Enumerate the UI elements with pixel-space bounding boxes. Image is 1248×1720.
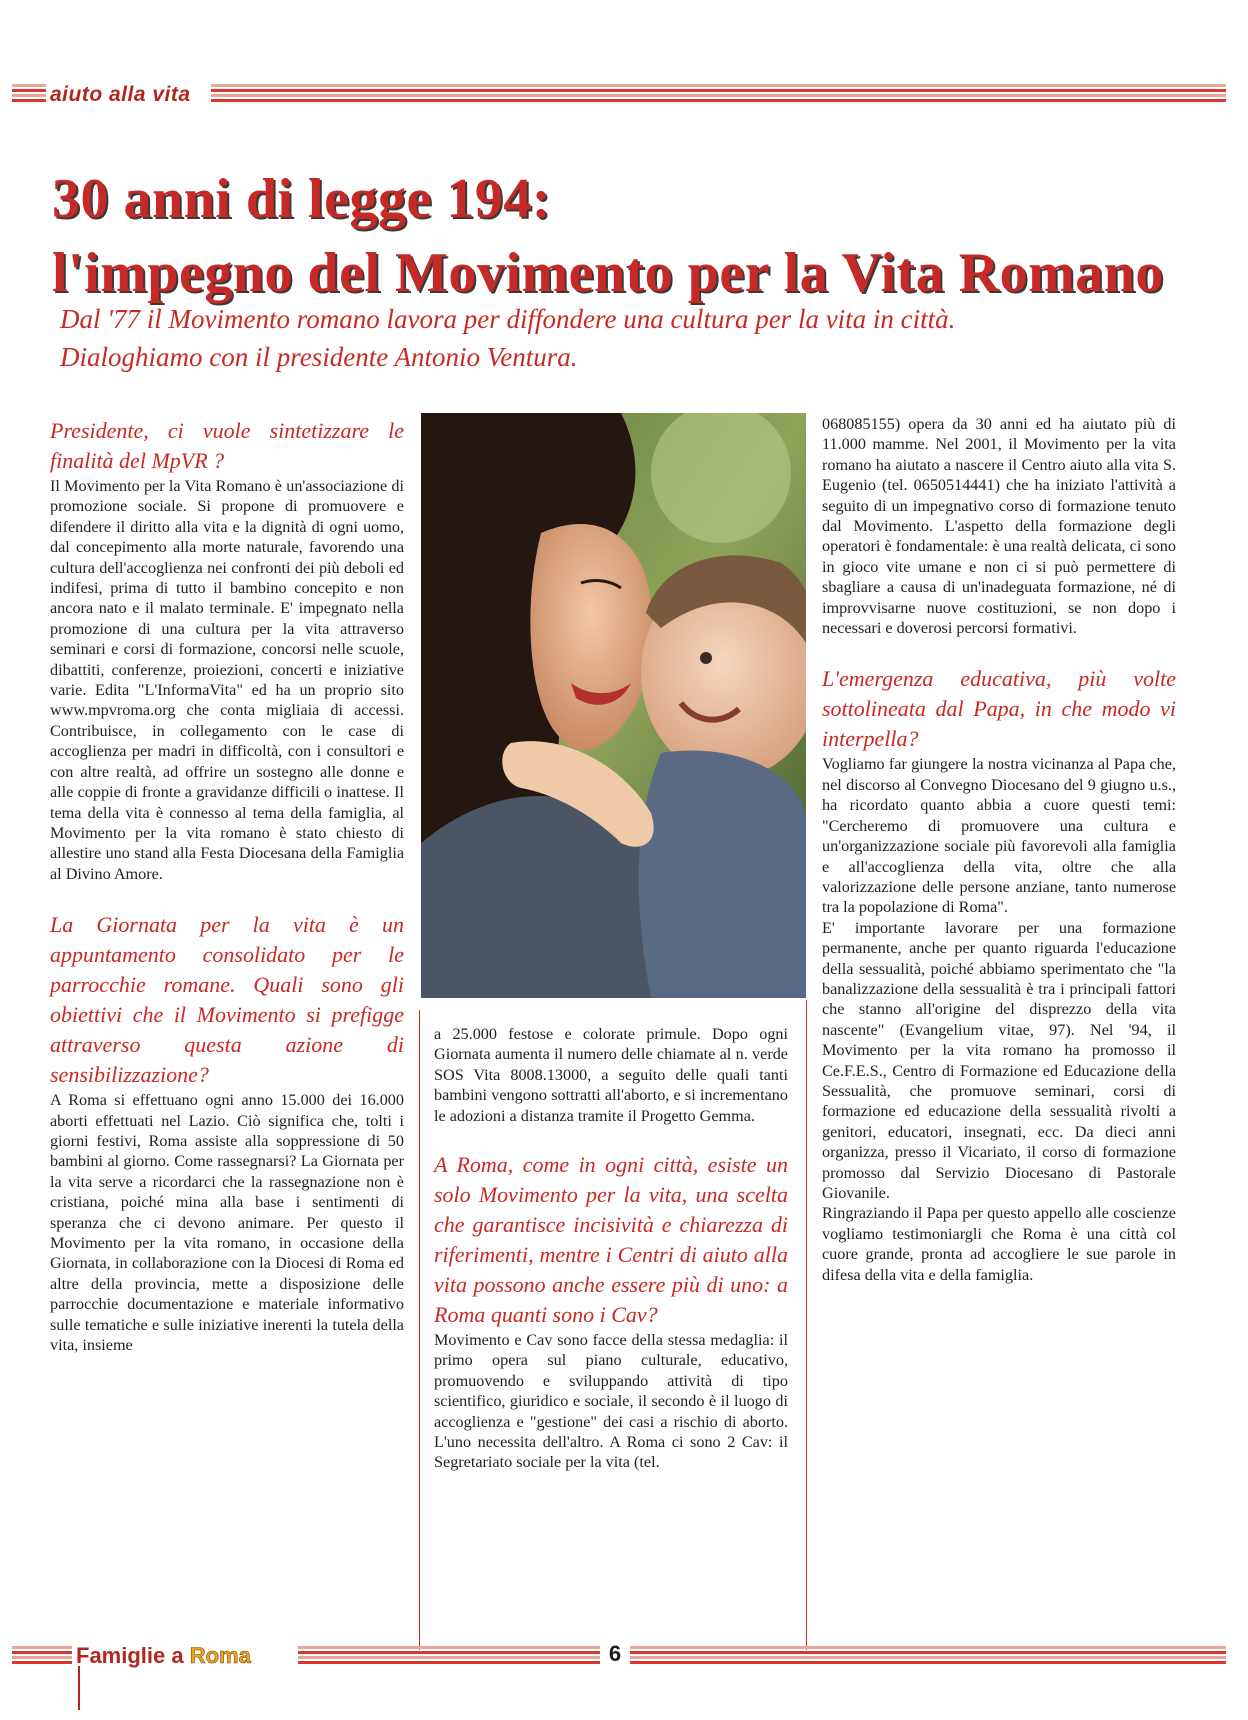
title-line-1: 30 anni di legge 194:: [52, 168, 551, 230]
subtitle-line-2: Dialoghiamo con il presidente Antonio Ventura.: [60, 342, 578, 372]
title-line-2: l'impegno del Movimento per la Vita Romano: [52, 242, 1164, 304]
answer-4-paragraph-1: Vogliamo far giungere la nostra vicinanza al Papa che, nel discorso al Convegno Diocesano del 9 giugno u.s., ha ricordato quanto abbia a cuore questi temi: "Cercheremo di promuovere una cultura e un'organizzazione sociale più favorevoli alla famiglia e all'accoglienza della vita, oltre che alla valorizzazione delle persone anziane, tanto numerose tra la popolazione di Roma".: [822, 755, 1176, 917]
brand-part-1: Famiglie a: [76, 1643, 184, 1668]
article-title: [52, 162, 1202, 310]
section-tag: aiuto alla vita: [50, 83, 191, 106]
mother-child-photo: [421, 413, 806, 998]
answer-3-continued: 068085155) opera da 30 anni ed ha aiutato più di 11.000 mamme. Nel 2001, il Movimento per la vita romano ha aiutato a nascere il Centro aiuto alla vita S. Eugenio (tel. 0650514441) che ha iniziato l'attività a seguito di un impegnativo corso di formazione tenuto dal Movimento. L'aspetto della formazione degli operatori è fondamentale: è una realtà delicata, ci sono in gioco vite umane e non ci si può permettere di sbagliare a causa di un'inadeguata formazione, né di improvvisarne nuove costituzioni, se non dopo i necessari e doverosi percorsi formativi.: [822, 415, 1176, 638]
photo-illustration: [421, 413, 806, 998]
brand-part-2: Roma: [189, 1643, 251, 1668]
page-number: 6: [600, 1641, 630, 1667]
magazine-brand: [76, 1643, 251, 1669]
column-2: [434, 1024, 788, 1473]
article-subtitle: [60, 300, 1210, 376]
question-3: A Roma, come in ogni città, esiste un solo Movimento per la vita, una scelta che garantisce incisività e chiarezza di riferimenti, mentre i Centri di aiuto alla vita possono anche essere più di uno: a Roma quanti sono i Cav?: [434, 1152, 788, 1328]
subtitle-line-1: Dal '77 il Movimento romano lavora per diffondere una cultura per la vita in città.: [60, 304, 956, 334]
question-2: La Giornata per la vita è un appuntamento consolidato per le parrocchie romane. Quali sono gli obiettivi che il Movimento si prefigge attraverso questa azione di sensibilizzazione?: [50, 912, 404, 1088]
answer-1: Il Movimento per la Vita Romano è un'associazione di promozione sociale. Si propone di promuovere e difendere il diritto alla vita e la dignità di ogni uomo, dal concepimento alla morte naturale, favorendo una cultura dell'accoglienza nei confronti dei più deboli ed indifesi, prima di tutto il bambino concepito e non ancora nato e il malato terminale. E' impegnato nella promozione di una cultura per la vita attraverso seminari e corsi di formazione, concorsi nelle scuole, dibattiti, conferenze, proiezioni, concerti e iniziative varie. Edita "L'InformaVita" ed ha un proprio sito www.mpvroma.org che conta migliaia di accessi. Contribuisce, in collegamento con le case di accoglienza per madri in difficoltà, con i consultori e con altre realtà, ad offrire un sostegno alle donne e alle coppie di fronte a gravidanze difficili o inattese. Il tema della vita è connesso al tema della famiglia, al Movimento per la vita romano è stato chiesto di allestire uno stand alla Festa Diocesana della Famiglia al Divino Amore.: [50, 477, 404, 883]
column-1: [50, 416, 404, 1355]
question-4: L'emergenza educativa, più volte sottolineata dal Papa, in che modo vi interpella?: [822, 666, 1176, 752]
answer-2-continued: a 25.000 festose e colorate primule. Dopo ogni Giornata aumenta il numero delle chiamate al n. verde SOS Vita 8008.13000, a seguito delle quali tanti bambini vengono sottratti all'aborto, e si incrementano le adozioni a distanza tramite il Progetto Gemma.: [434, 1025, 788, 1125]
column-divider-1: [419, 1010, 420, 1650]
footer-brand-stem: [78, 1666, 80, 1710]
answer-4-paragraph-3: Ringraziando il Papa per questo appello alle coscienze vogliamo testimoniargli che Roma è una città col cuore grande, pronta ad accogliere le sue parole in difesa della vita e della famiglia.: [822, 1204, 1176, 1284]
column-3: [822, 414, 1176, 1285]
answer-3: Movimento e Cav sono facce della stessa medaglia: il primo opera sul piano culturale, educativo, promuovendo e sviluppando attività di tipo scientifico, giuridico e sociale, il secondo è il luogo di accoglienza e "gestione" dei casi a rischio di aborto. L'uno necessita dell'altro. A Roma ci sono 2 Cav: il Segretariato sociale per la vita (tel.: [434, 1331, 788, 1472]
answer-4-paragraph-2: E' importante lavorare per una formazione permanente, anche per quanto riguarda l'educazione della sessualità, poiché abbiamo sperimentato che "la banalizzazione della sessualità è tra i principali fattori che stanno all'origine del disprezzo della vita nascente" (Evangelium vitae, 97). Nel '94, il Movimento per la vita romano ha promosso il Ce.F.E.S., Centro di Formazione ed Educazione della Sessualità, che promuove seminari, corsi di formazione ed educazione della sessualità rivolti a genitori, educatori, insegnati, ecc. Da dieci anni organizza, presso il Vicariato, il corso di formazione promosso dal Servizio Diocesano di Pastorale Giovanile.: [822, 918, 1176, 1202]
answer-2: A Roma si effettuano ogni anno 15.000 dei 16.000 aborti effettuati nel Lazio. Ciò significa che, tolti i giorni festivi, Roma assiste alla soppressione di 50 bambini al giorno. Come rassegnarsi? La Giornata per la vita serve a ricordarci che la rassegnazione non è cristiana, poiché mina alla base i sentimenti di speranza che ci devono animare. Per questo il Movimento per la vita romano, in occasione della Giornata, in collaborazione con la Diocesi di Roma ed altre della provincia, mette a disposizione delle parrocchie documentazione e materiale informativo sulle tematiche e sulle iniziative inerenti la tutela della vita, insieme: [50, 1091, 404, 1354]
column-divider-2: [806, 1000, 807, 1650]
question-1: Presidente, ci vuole sintetizzare le finalità del MpVR ?: [50, 418, 404, 473]
